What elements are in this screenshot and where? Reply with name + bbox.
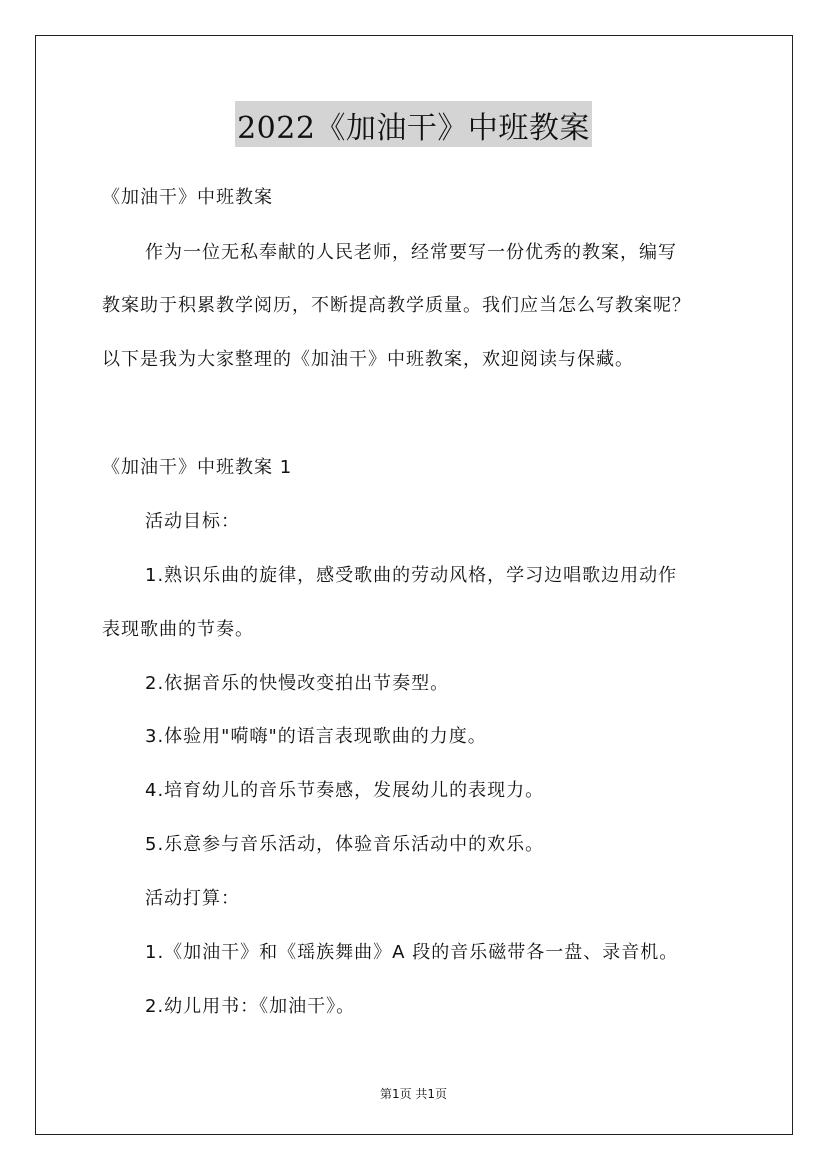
prep-label: 活动打算： [145, 888, 240, 909]
goal-item-5: 5.乐意参与音乐活动，体验音乐活动中的欢乐。 [145, 834, 545, 855]
goal-item-3: 3.体验用"嗬嗨"的语言表现歌曲的力度。 [145, 726, 487, 747]
goals-label: 活动目标： [145, 511, 240, 532]
prep-item-2: 2.幼儿用书：《加油干》。 [145, 996, 356, 1017]
document-title-container [0, 101, 827, 147]
goal-item-2: 2.依据音乐的快慢改变拍出节奏型。 [145, 673, 450, 694]
goal-item-1-continued: 表现歌曲的节奏。 [102, 619, 254, 640]
page-footer: 第1页 共1页 [379, 1087, 448, 1101]
document-subtitle: 《加油干》中班教案 [102, 187, 273, 208]
section-heading: 《加油干》中班教案 1 [102, 457, 293, 478]
prep-item-1: 1.《加油干》和《瑶族舞曲》A 段的音乐磁带各一盘、录音机。 [145, 942, 679, 963]
document-title: 2022《加油干》中班教案 [235, 101, 592, 147]
intro-line-2: 教案助于积累教学阅历，不断提高教学质量。我们应当怎么写教案呢？ [102, 295, 691, 316]
goal-item-1: 1.熟识乐曲的旋律，感受歌曲的劳动风格，学习边唱歌边用动作 [145, 565, 678, 586]
intro-line-3: 以下是我为大家整理的《加油干》中班教案，欢迎阅读与保藏。 [102, 349, 634, 370]
intro-line-1: 作为一位无私奉献的人民老师，经常要写一份优秀的教案，编写 [145, 242, 677, 263]
goal-item-4: 4.培育幼儿的音乐节奏感，发展幼儿的表现力。 [145, 780, 545, 801]
